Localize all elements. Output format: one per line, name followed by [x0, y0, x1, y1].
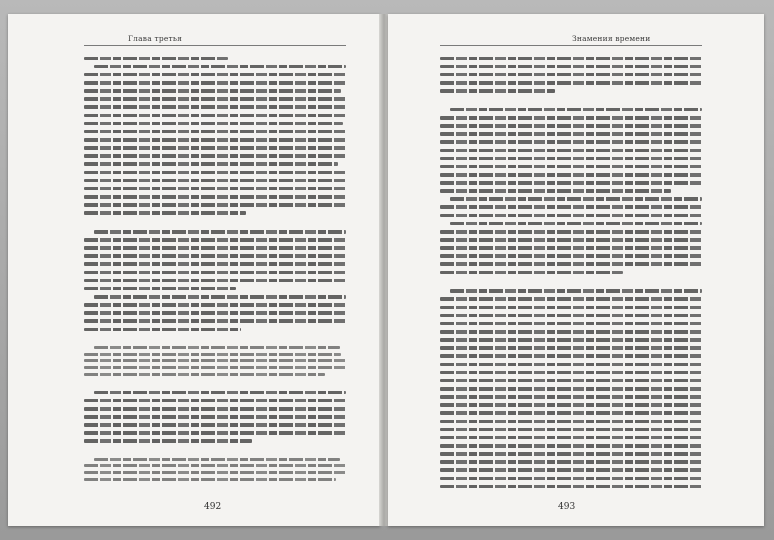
page-number-right: 493 — [558, 502, 576, 512]
running-head-left: Глава третья — [128, 34, 183, 43]
left-page-body-text — [84, 52, 346, 485]
right-page-body-text — [440, 52, 702, 493]
running-head-right: Знамения времени — [572, 34, 651, 43]
page-number-left: 492 — [204, 502, 222, 512]
header-rule-left — [84, 45, 346, 46]
header-rule-right — [440, 45, 702, 46]
left-page — [8, 14, 380, 526]
right-page — [388, 14, 764, 526]
